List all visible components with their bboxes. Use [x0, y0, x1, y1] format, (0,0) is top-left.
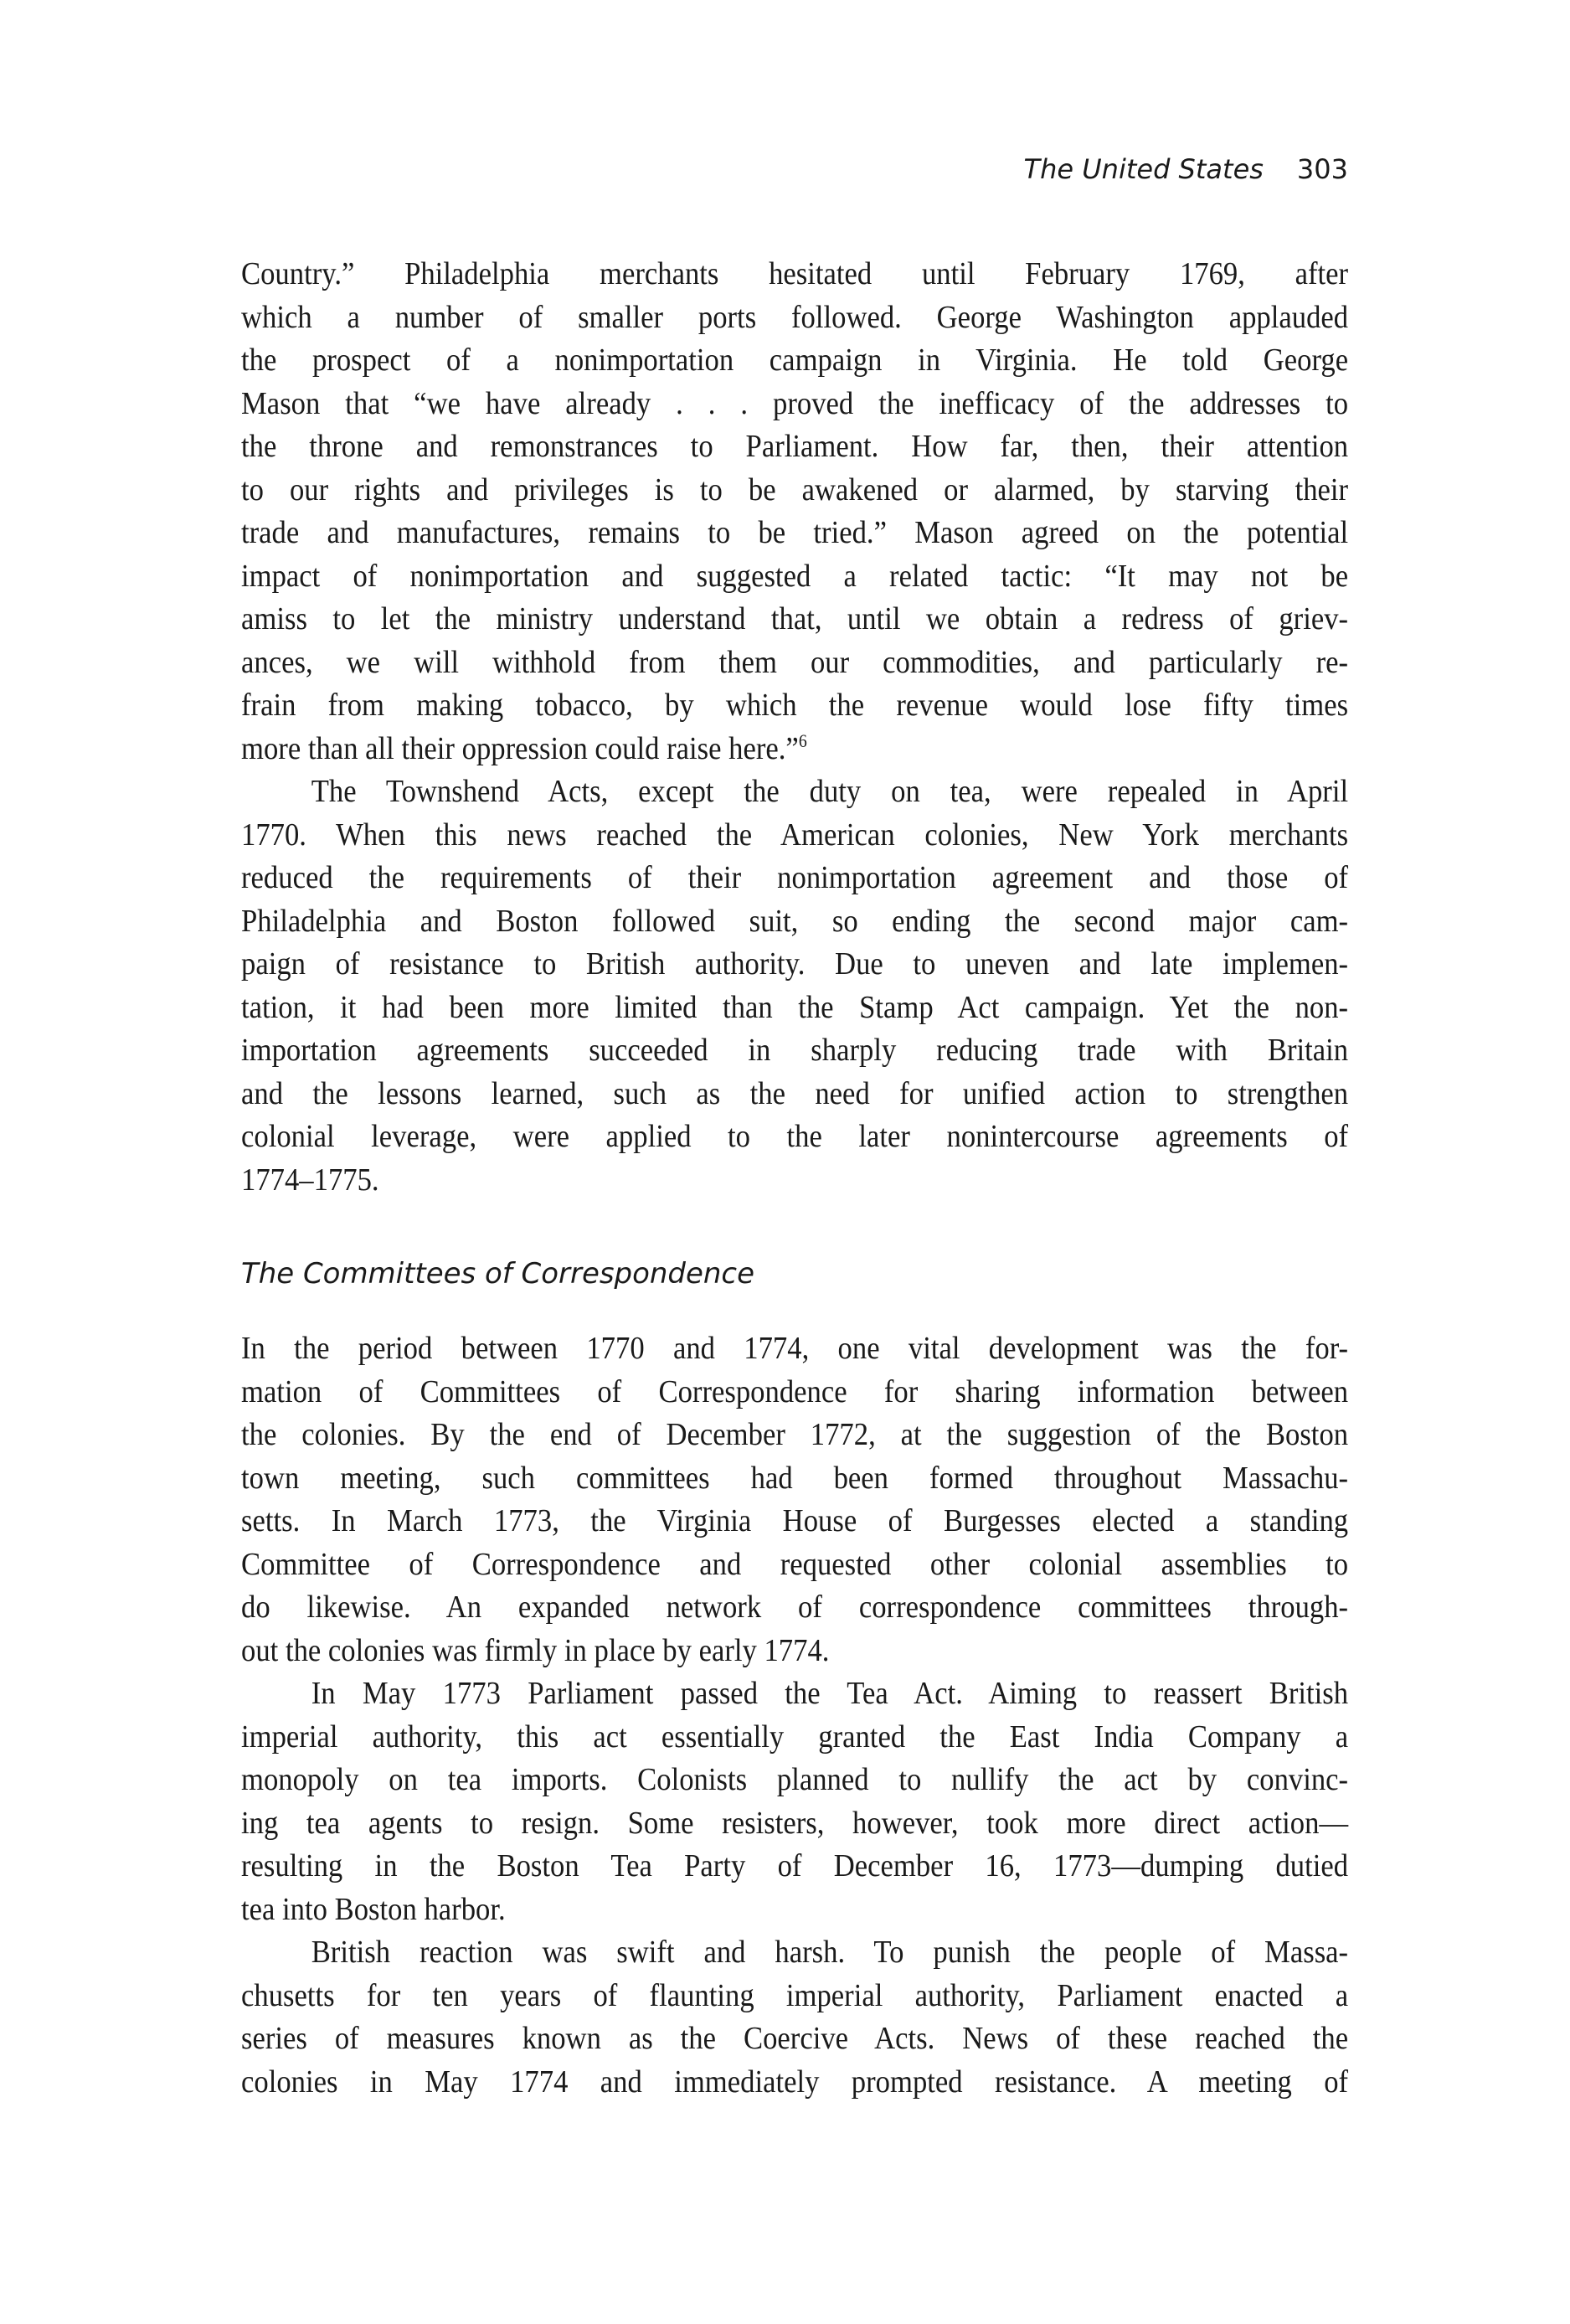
text-line: series of measures known as the Coercive Acts. News of these reached the	[241, 2021, 1349, 2056]
footnote-reference[interactable]: 6	[798, 729, 807, 751]
text-line: British reaction was swift and harsh. To punish the people of Massa-	[311, 1935, 1349, 1970]
text-line-content: more than all their oppression could raise here.”	[241, 730, 799, 766]
text-line: monopoly on tea imports. Colonists planned to nullify the act by convinc-	[241, 1762, 1349, 1797]
text-line	[241, 728, 1348, 771]
text-line: Committee of Correspondence and requested other colonial assemblies to	[241, 1546, 1349, 1582]
paragraph	[241, 1672, 1348, 1931]
text-line: impact of nonimportation and suggested a related tactic: “It may not be	[241, 558, 1349, 594]
text-line: tation, it had been more limited than the Stamp Act campaign. Yet the non-	[241, 989, 1349, 1025]
text-line: frain from making tobacco, by which the revenue would lose fifty times	[241, 688, 1349, 723]
page-number: 303	[1296, 153, 1348, 185]
paragraph	[241, 1931, 1348, 2104]
text-line: In May 1773 Parliament passed the Tea Act. Aiming to reassert British	[311, 1676, 1349, 1711]
text-line: colonies in May 1774 and immediately prompted resistance. A meeting of	[241, 2064, 1349, 2100]
paragraph	[241, 253, 1348, 770]
text-line: resulting in the Boston Tea Party of December 16, 1773—dumping dutied	[241, 1848, 1349, 1883]
section-heading: The Committees of Correspondence	[241, 1257, 754, 1291]
text-line: amiss to let the ministry understand that, until we obtain a redress of griev-	[241, 601, 1349, 636]
text-line: Mason that “we have already . . . proved the inefficacy of the addresses to	[241, 385, 1349, 421]
text-line: 1774–1775.	[241, 1162, 379, 1198]
text-line: which a number of smaller ports followed. George Washington applauded	[241, 299, 1349, 335]
text-line: Country.” Philadelphia merchants hesitated until February 1769, after	[241, 256, 1349, 291]
text-line: ances, we will withhold from them our commodities, and particularly re-	[241, 644, 1349, 680]
text-line: town meeting, such committees had been formed throughout Massachu-	[241, 1460, 1349, 1496]
text-line: and the lessons learned, such as the need for unified action to strengthen	[241, 1075, 1349, 1111]
paragraph	[241, 1327, 1348, 1672]
text-line: setts. In March 1773, the Virginia House of Burgesses elected a standing	[241, 1503, 1349, 1538]
text-line: reduced the requirements of their nonimportation agreement and those of	[241, 860, 1349, 895]
text-line: the throne and remonstrances to Parliament. How far, then, their attention	[241, 429, 1349, 464]
text-line: the colonies. By the end of December 1772, at the suggestion of the Boston	[241, 1417, 1349, 1452]
paragraph	[241, 770, 1348, 1202]
running-head	[921, 152, 1348, 186]
text-line: In the period between 1770 and 1774, one vital development was the for-	[241, 1331, 1349, 1366]
text-line: mation of Committees of Correspondence for sharing information between	[241, 1373, 1349, 1409]
text-line: The Townshend Acts, except the duty on tea, were repealed in April	[311, 774, 1349, 809]
text-line: imperial authority, this act essentially granted the East India Company a	[241, 1719, 1349, 1755]
text-line: chusetts for ten years of flaunting imperial authority, Parliament enacted a	[241, 1977, 1349, 2013]
text-line: trade and manufactures, remains to be tried.” Mason agreed on the potential	[241, 515, 1349, 550]
text-line: do likewise. An expanded network of correspondence committees through-	[241, 1590, 1349, 1625]
page-body	[241, 253, 1348, 2104]
text-line: importation agreements succeeded in sharply reducing trade with Britain	[241, 1033, 1349, 1068]
text-line: tea into Boston harbor.	[241, 1891, 506, 1927]
text-line: to our rights and privileges is to be awakened or alarmed, by starving their	[241, 471, 1349, 508]
text-line: Philadelphia and Boston followed suit, so ending the second major cam-	[241, 903, 1349, 939]
text-line: colonial leverage, were applied to the later nonintercourse agreements of	[241, 1119, 1349, 1154]
text-line: paign of resistance to British authority. Due to uneven and late implemen-	[241, 946, 1349, 982]
text-line: ing tea agents to resign. Some resisters, however, took more direct action—	[241, 1805, 1349, 1841]
running-head-title: The United States	[1023, 153, 1264, 185]
text-line: 1770. When this news reached the American colonies, New York merchants	[241, 817, 1349, 853]
text-line: out the colonies was firmly in place by early 1774.	[241, 1632, 830, 1668]
text-line: the prospect of a nonimportation campaign in Virginia. He told George	[241, 343, 1349, 378]
